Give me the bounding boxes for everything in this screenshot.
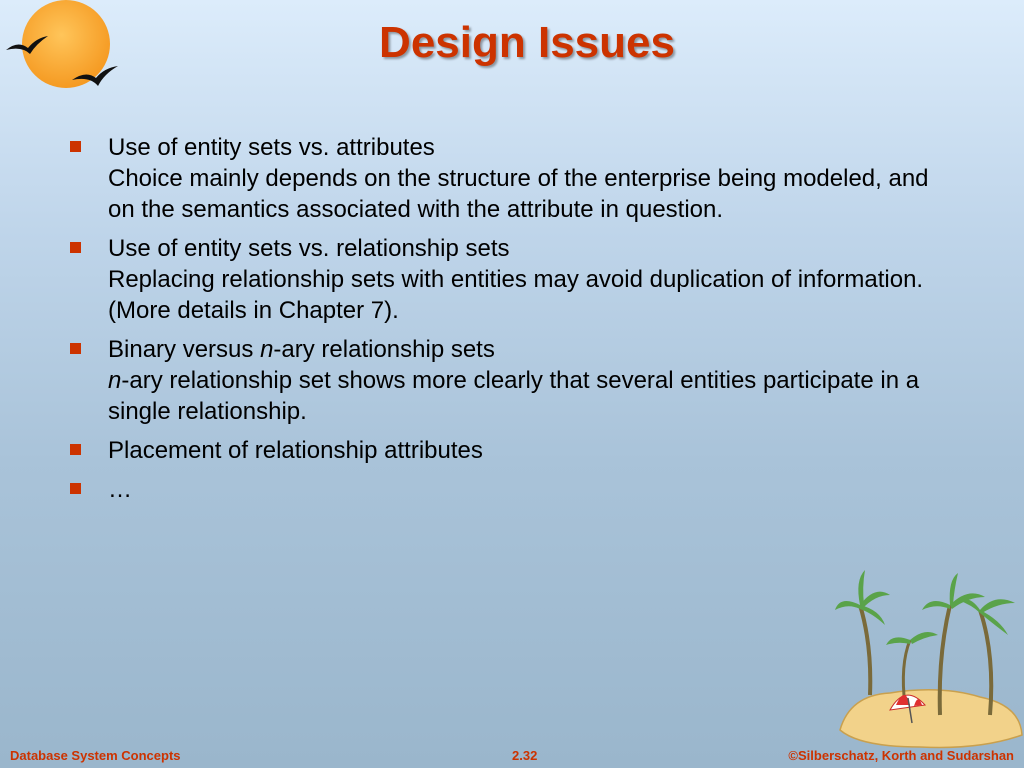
detail-text-b: -ary relationship set shows more clearly that several entities participate in a single relationship. [108,367,920,425]
footer-slide-number: 2.32 [512,748,538,763]
bullet-item [70,132,930,225]
bullet-heading: Placement of relationship attributes [108,437,483,464]
bullet-marker-icon [70,141,81,152]
heading-italic-n: n [260,336,274,363]
slide-title: Design Issues [379,18,675,67]
bullet-marker-icon [70,242,81,253]
heading-text-a: Binary versus [108,336,261,363]
footer-copyright: ©Silberschatz, Korth and Sudarshan [788,748,1014,763]
bullet-item [70,334,930,427]
bullet-item [70,435,930,466]
bullet-detail: Choice mainly depends on the structure of the enterprise being modeled, and on the semantics associated with the attribute in question. [108,165,929,223]
bullet-marker-icon [70,343,81,354]
bullet-item [70,233,930,326]
bullet-detail: Replacing relationship sets with entities may avoid duplication of information. (More details in Chapter 7). [108,266,924,324]
bullet-marker-icon [70,483,81,494]
bullet-marker-icon [70,444,81,455]
bullet-heading [108,334,930,365]
bullet-detail [108,365,930,427]
palm-island-icon [830,565,1024,750]
bullet-heading: Use of entity sets vs. attributes [108,134,435,161]
bullet-heading: … [108,476,132,503]
bullet-heading: Use of entity sets vs. relationship sets [108,235,510,262]
detail-italic-n: n [108,367,122,394]
bullet-item [70,474,930,505]
heading-text-b: -ary relationship sets [273,336,495,363]
bullet-list [70,132,930,513]
footer-course-title: Database System Concepts [10,748,181,763]
